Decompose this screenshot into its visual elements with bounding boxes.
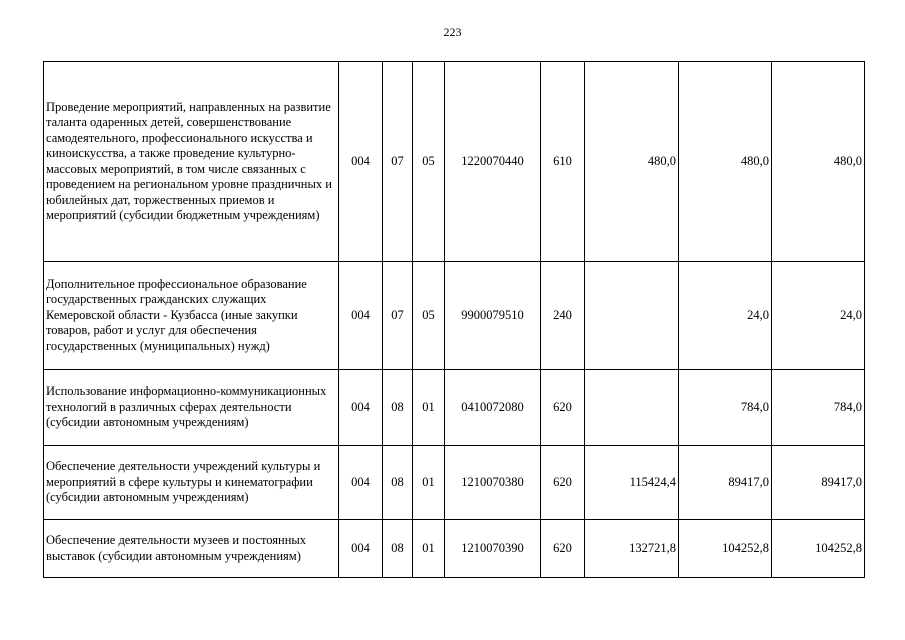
ministry-code: 004 — [339, 262, 383, 370]
amount-year-3: 480,0 — [772, 62, 865, 262]
table-row — [44, 370, 865, 446]
expense-type-code: 620 — [541, 520, 585, 578]
target-code: 1220070440 — [445, 62, 541, 262]
amount-year-1: 480,0 — [585, 62, 679, 262]
amount-year-3: 89417,0 — [772, 446, 865, 520]
amount-year-3: 104252,8 — [772, 520, 865, 578]
row-description: Проведение мероприятий, направленных на развитие таланта одаренных детей, совершенствование самодеятельного, профессионального искусства и киноискусства, а также проведение культурно-массовых мероприятий, в том числе связанных с проведением на региональном уровне праздничных и юбилейных дат, торжественных приемов и мероприятий (субсидии бюджетным учреждениям) — [44, 62, 339, 262]
row-description: Обеспечение деятельности музеев и постоянных выставок (субсидии автономным учреждениям) — [44, 520, 339, 578]
target-code: 0410072080 — [445, 370, 541, 446]
subsection-code: 01 — [413, 446, 445, 520]
section-code: 08 — [383, 446, 413, 520]
target-code: 1210070380 — [445, 446, 541, 520]
section-code: 08 — [383, 370, 413, 446]
amount-year-2: 24,0 — [679, 262, 772, 370]
expense-type-code: 620 — [541, 446, 585, 520]
table-row — [44, 262, 865, 370]
row-description: Обеспечение деятельности учреждений культуры и мероприятий в сфере культуры и кинематографии (субсидии автономным учреждениям) — [44, 446, 339, 520]
expense-type-code: 620 — [541, 370, 585, 446]
subsection-code: 01 — [413, 520, 445, 578]
row-description: Дополнительное профессиональное образование государственных гражданских служащих Кемеровской области - Кузбасса (иные закупки товаров, работ и услуг для обеспечения государственных (муниципальных) нужд) — [44, 262, 339, 370]
budget-table — [43, 61, 865, 578]
amount-year-2: 480,0 — [679, 62, 772, 262]
subsection-code: 05 — [413, 262, 445, 370]
amount-year-3: 24,0 — [772, 262, 865, 370]
amount-year-1 — [585, 262, 679, 370]
page-number: 223 — [443, 25, 462, 39]
ministry-code: 004 — [339, 520, 383, 578]
section-code: 07 — [383, 262, 413, 370]
section-code: 08 — [383, 520, 413, 578]
amount-year-2: 89417,0 — [679, 446, 772, 520]
table-row — [44, 446, 865, 520]
target-code: 1210070390 — [445, 520, 541, 578]
target-code: 9900079510 — [445, 262, 541, 370]
subsection-code: 01 — [413, 370, 445, 446]
amount-year-2: 104252,8 — [679, 520, 772, 578]
expense-type-code: 610 — [541, 62, 585, 262]
ministry-code: 004 — [339, 62, 383, 262]
subsection-code: 05 — [413, 62, 445, 262]
ministry-code: 004 — [339, 370, 383, 446]
amount-year-1 — [585, 370, 679, 446]
amount-year-2: 784,0 — [679, 370, 772, 446]
section-code: 07 — [383, 62, 413, 262]
row-description: Использование информационно-коммуникационных технологий в различных сферах деятельности (субсидии автономным учреждениям) — [44, 370, 339, 446]
table-row — [44, 520, 865, 578]
ministry-code: 004 — [339, 446, 383, 520]
amount-year-1: 132721,8 — [585, 520, 679, 578]
amount-year-3: 784,0 — [772, 370, 865, 446]
table-row — [44, 62, 865, 262]
expense-type-code: 240 — [541, 262, 585, 370]
amount-year-1: 115424,4 — [585, 446, 679, 520]
